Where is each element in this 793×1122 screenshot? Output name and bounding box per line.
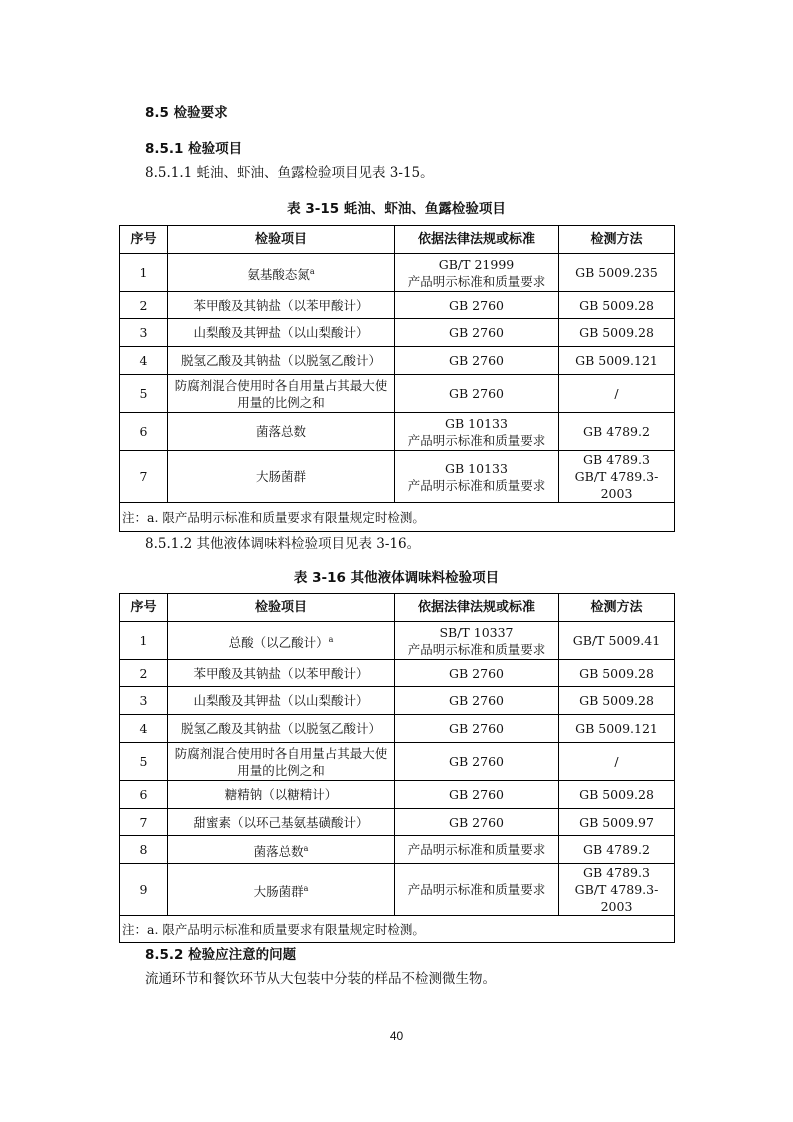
- item-text: 脱氢乙酸及其钠盐（以脱氢乙酸计）: [180, 721, 381, 736]
- cell-method: [559, 622, 675, 660]
- cell-basis: [395, 347, 559, 375]
- cell-no: 7: [120, 451, 168, 503]
- table-row: [120, 743, 675, 781]
- cell-item: [168, 347, 395, 375]
- method-line: GB 4789.2: [583, 842, 650, 857]
- cell-basis: [395, 836, 559, 864]
- item-text: 总酸（以乙酸计）: [228, 634, 329, 650]
- item-text: 脱氢乙酸及其钠盐（以脱氢乙酸计）: [180, 353, 381, 368]
- cell-item: [168, 809, 395, 836]
- cell-no: 5: [120, 743, 168, 781]
- method-line: /: [614, 754, 619, 769]
- cell-basis: [395, 743, 559, 781]
- basis-line: GB 2760: [449, 353, 504, 368]
- basis-line: GB 2760: [449, 693, 504, 708]
- cell-item: [168, 292, 395, 319]
- cell-method: [559, 687, 675, 715]
- section-heading-8-5-1: 8.5.1 检验项目: [145, 141, 243, 157]
- item-text: 防腐剂混合使用时各自用量占其最大使用量的比例之和: [174, 377, 388, 410]
- method-line: GB 5009.121: [575, 721, 658, 736]
- cell-item: [168, 715, 395, 743]
- table-row: [120, 715, 675, 743]
- cell-item: [168, 319, 395, 347]
- cell-no: 5: [120, 375, 168, 413]
- cell-basis: [395, 660, 559, 687]
- table-row: [120, 836, 675, 864]
- method-line: GB/T 5009.41: [572, 633, 661, 648]
- table-note: 注：a. 限产品明示标准和质量要求有限量规定时检测。: [120, 503, 675, 532]
- cell-basis: [395, 413, 559, 451]
- cell-method: [559, 836, 675, 864]
- cell-no: 3: [120, 319, 168, 347]
- col-header-basis: 依据法律法规或标准: [395, 594, 559, 622]
- cell-basis: [395, 319, 559, 347]
- basis-line: GB 2760: [449, 754, 504, 769]
- cell-basis: [395, 781, 559, 809]
- basis-line: GB 10133: [445, 460, 508, 476]
- col-header-item: 检验项目: [168, 594, 395, 622]
- table-note: 注：a. 限产品明示标准和质量要求有限量规定时检测。: [120, 916, 675, 943]
- basis-line: GB 2760: [449, 721, 504, 736]
- cell-basis: [395, 292, 559, 319]
- basis-line: 产品明示标准和质量要求: [407, 842, 546, 857]
- table-row: [120, 292, 675, 319]
- basis-line: 产品明示标准和质量要求: [407, 477, 546, 493]
- cell-item: [168, 743, 395, 781]
- cell-item: [168, 687, 395, 715]
- method-line: GB 5009.235: [575, 265, 658, 280]
- method-line: GB 4789.3: [583, 865, 650, 880]
- cell-no: 2: [120, 292, 168, 319]
- cell-method: [559, 660, 675, 687]
- method-line: GB 5009.28: [579, 297, 654, 313]
- col-header-item: 检验项目: [168, 226, 395, 254]
- col-header-no: 序号: [120, 594, 168, 622]
- item-text: 防腐剂混合使用时各自用量占其最大使用量的比例之和: [174, 745, 388, 778]
- footnote-marker: a: [328, 634, 334, 644]
- table-row: [120, 451, 675, 503]
- cell-method: [559, 781, 675, 809]
- cell-no: 4: [120, 715, 168, 743]
- table-row: [120, 809, 675, 836]
- cell-no: 8: [120, 836, 168, 864]
- basis-line: GB 2760: [449, 787, 504, 802]
- basis-line: GB 2760: [449, 665, 504, 681]
- cell-basis: [395, 375, 559, 413]
- table-row: [120, 687, 675, 715]
- section-heading-8-5-2: 8.5.2 检验应注意的问题: [145, 947, 297, 963]
- method-line: GB 5009.97: [579, 814, 654, 830]
- cell-item: [168, 836, 395, 864]
- basis-line: 产品明示标准和质量要求: [407, 273, 546, 289]
- cell-basis: [395, 809, 559, 836]
- basis-line: 产品明示标准和质量要求: [407, 882, 546, 897]
- table-3-16-caption: 表 3-16 其他液体调味料检验项目: [293, 570, 500, 586]
- basis-line: GB 2760: [449, 325, 504, 340]
- table-row: [120, 781, 675, 809]
- cell-no: 6: [120, 413, 168, 451]
- cell-no: 6: [120, 781, 168, 809]
- cell-no: 3: [120, 687, 168, 715]
- table-row: [120, 622, 675, 660]
- cell-basis: [395, 622, 559, 660]
- page-number: 40: [389, 1029, 404, 1043]
- table-row: [120, 319, 675, 347]
- basis-line: GB 2760: [449, 386, 504, 401]
- method-line: GB 4789.3: [583, 452, 650, 467]
- col-header-method: 检测方法: [559, 594, 675, 622]
- cell-basis: [395, 864, 559, 916]
- cell-item: [168, 413, 395, 451]
- cell-method: [559, 743, 675, 781]
- cell-item: [168, 864, 395, 916]
- paragraph-8-5-1-2: 8.5.1.2 其他液体调味料检验项目见表 3-16。: [145, 536, 421, 552]
- item-text: 菌落总数: [255, 424, 306, 439]
- cell-method: [559, 715, 675, 743]
- item-text: 大肠菌群: [253, 883, 304, 899]
- cell-no: 1: [120, 254, 168, 292]
- cell-item: [168, 660, 395, 687]
- method-line: GB 5009.28: [579, 787, 654, 802]
- table-3-16: [119, 593, 675, 943]
- cell-method: [559, 809, 675, 836]
- item-text: 甜蜜素（以环己基氨基磺酸计）: [193, 814, 369, 830]
- item-text: 苯甲酸及其钠盐（以苯甲酸计）: [193, 297, 369, 313]
- footnote-marker: a: [309, 266, 315, 276]
- cell-basis: [395, 254, 559, 292]
- cell-method: [559, 864, 675, 916]
- method-line: GB 5009.28: [579, 665, 654, 681]
- cell-no: 9: [120, 864, 168, 916]
- table-3-15-caption: 表 3-15 蚝油、虾油、鱼露检验项目: [287, 201, 506, 217]
- table-row: [120, 660, 675, 687]
- cell-basis: [395, 451, 559, 503]
- table-row: [120, 254, 675, 292]
- col-header-method: 检测方法: [559, 226, 675, 254]
- method-line: GB 5009.28: [579, 693, 654, 708]
- basis-line: GB/T 21999: [438, 256, 515, 272]
- cell-item: [168, 622, 395, 660]
- cell-item: [168, 781, 395, 809]
- basis-line: 产品明示标准和质量要求: [407, 641, 546, 657]
- basis-line: GB 2760: [449, 814, 504, 830]
- table-row: [120, 375, 675, 413]
- table-row: [120, 413, 675, 451]
- cell-item: [168, 375, 395, 413]
- cell-no: 4: [120, 347, 168, 375]
- footnote-marker: a: [303, 883, 309, 893]
- cell-no: 1: [120, 622, 168, 660]
- item-text: 菌落总数: [253, 843, 304, 859]
- cell-method: [559, 413, 675, 451]
- item-text: 糖精钠（以糖精计）: [224, 787, 338, 802]
- item-text: 山梨酸及其钾盐（以山梨酸计）: [193, 693, 369, 708]
- item-text: 氨基酸态氮: [247, 266, 310, 282]
- method-line: /: [614, 386, 619, 401]
- method-line: GB 5009.28: [579, 325, 654, 340]
- col-header-no: 序号: [120, 226, 168, 254]
- method-line: GB/T 4789.3-2003: [574, 469, 659, 501]
- table-row: [120, 864, 675, 916]
- cell-method: [559, 451, 675, 503]
- basis-line: GB 2760: [449, 297, 504, 313]
- basis-line: SB/T 10337: [439, 624, 514, 640]
- cell-basis: [395, 715, 559, 743]
- section-heading-8-5: 8.5 检验要求: [145, 105, 228, 121]
- basis-line: GB 10133: [445, 415, 508, 431]
- item-text: 苯甲酸及其钠盐（以苯甲酸计）: [193, 665, 369, 681]
- method-line: GB 4789.2: [583, 424, 650, 439]
- col-header-basis: 依据法律法规或标准: [395, 226, 559, 254]
- paragraph-8-5-2: 流通环节和餐饮环节从大包装中分装的样品不检测微生物。: [145, 971, 496, 987]
- item-text: 山梨酸及其钾盐（以山梨酸计）: [193, 325, 369, 340]
- cell-item: [168, 451, 395, 503]
- basis-line: 产品明示标准和质量要求: [407, 432, 546, 448]
- cell-method: [559, 292, 675, 319]
- cell-no: 2: [120, 660, 168, 687]
- cell-no: 7: [120, 809, 168, 836]
- cell-method: [559, 319, 675, 347]
- table-3-15: [119, 225, 675, 532]
- cell-method: [559, 375, 675, 413]
- footnote-marker: a: [303, 843, 309, 853]
- cell-item: [168, 254, 395, 292]
- method-line: GB/T 4789.3-2003: [574, 882, 659, 914]
- paragraph-8-5-1-1: 8.5.1.1 蚝油、虾油、鱼露检验项目见表 3-15。: [145, 165, 434, 181]
- cell-method: [559, 254, 675, 292]
- item-text: 大肠菌群: [255, 469, 306, 484]
- cell-basis: [395, 687, 559, 715]
- method-line: GB 5009.121: [575, 353, 658, 368]
- cell-method: [559, 347, 675, 375]
- table-row: [120, 347, 675, 375]
